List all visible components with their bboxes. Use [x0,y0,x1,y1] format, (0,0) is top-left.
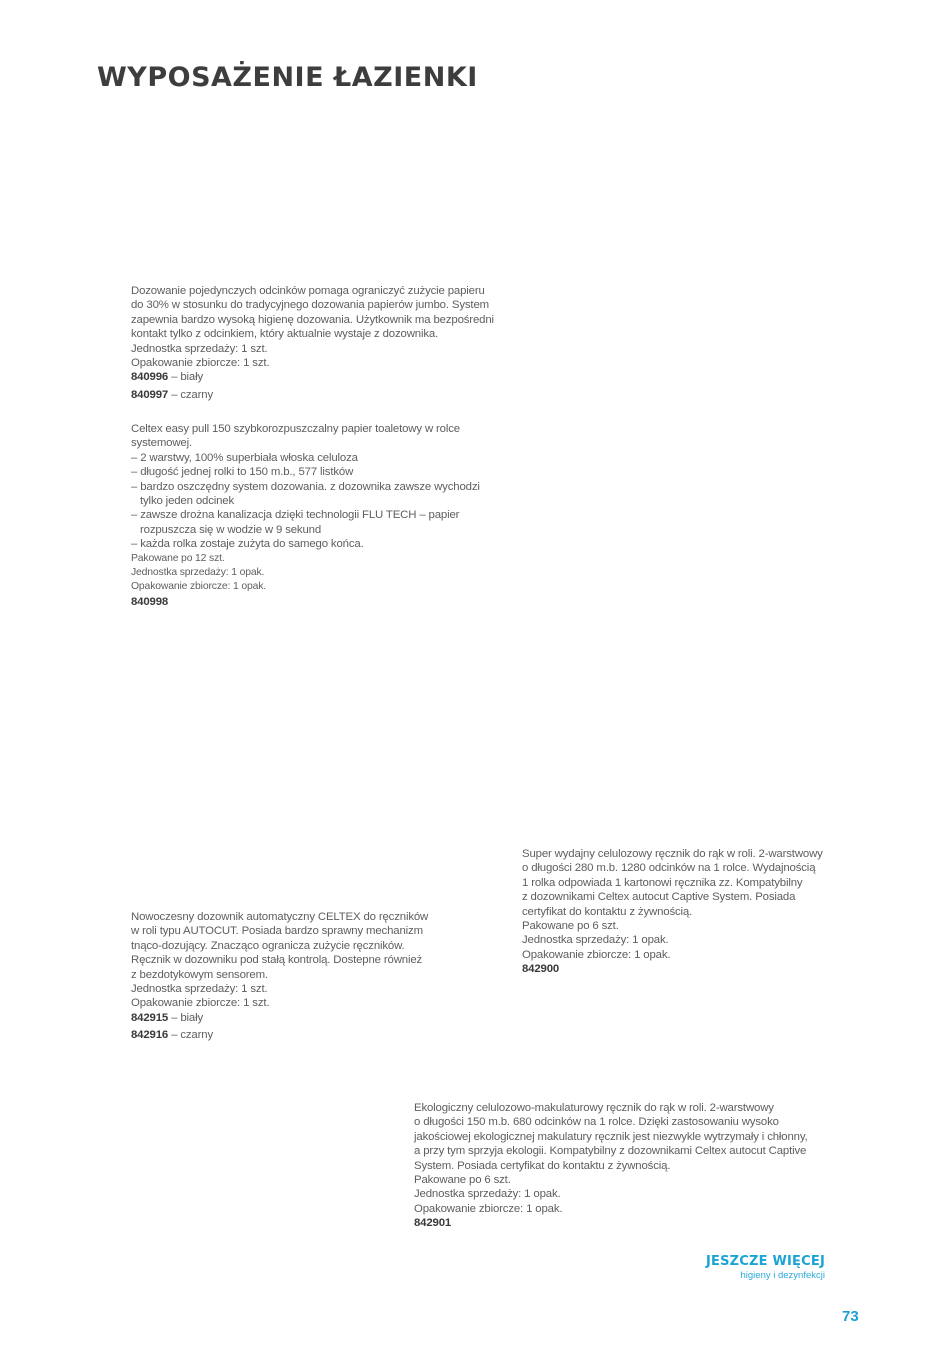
description-line: do 30% w stosunku do tradycyjnego dozowania papierów jumbo. System [131,299,489,312]
variant-label: – biały [168,1011,204,1024]
sales-unit: Jednostka sprzedaży: 1 opak. [414,1188,561,1201]
product-code: 840997 [131,388,169,401]
bulk-package: Opakowanie zbiorcze: 1 szt. [131,357,270,370]
description-line: o długości 150 m.b. 680 odcinków na 1 rolce. Dzięki zastosowaniu wysoko [414,1116,779,1129]
description-line: 1 rolka odpowiada 1 kartonowi ręcznika zz. Kompatybilny [522,876,803,889]
product-variant [131,1028,428,1042]
bulk-package: Opakowanie zbiorcze: 1 opak. [414,1202,563,1215]
description-line: tnąco-dozujący. Znacząco ogranicza zużycie ręczników. [131,939,405,952]
description-line: Ekologiczny celulozowo-makulaturowy ręcznik do rąk w roli. 2-warstwowy [414,1102,774,1114]
page-number: 73 [842,1308,859,1325]
feature-line: – 2 warstwy, 100% superbiała włoska celuloza [131,451,358,464]
bulk-package: Opakowanie zbiorcze: 1 opak. [522,948,671,961]
product-variant [131,1011,428,1025]
description-line: z dozownikami Celtex autocut Captive System. Posiada [522,891,796,904]
product-code: 842915 [131,1011,169,1024]
footer-brand [706,1254,825,1281]
feature-line: rozpuszcza się w wodzie w 9 sekund [140,523,322,536]
variant-label: – czarny [168,388,213,401]
sales-unit: Jednostka sprzedaży: 1 szt. [131,342,268,355]
description-line: jakościowej ekologicznej makulatury ręcznik jest niezwykle wytrzymały i chłonny, [414,1130,808,1143]
product-code: 842901 [414,1217,452,1230]
product-variant [131,370,494,384]
product-code: 840996 [131,371,169,384]
product-description-840998 [131,422,480,609]
sales-unit: Jednostka sprzedaży: 1 opak. [131,567,265,579]
product-code: 842916 [131,1029,169,1042]
footer-brand-subtitle: higieny i dezynfekcji [740,1270,825,1281]
description-line: System. Posiada certyfikat do kontaktu z żywnością. [414,1159,671,1172]
product-description-842901 [414,1101,808,1231]
description-line: Ręcznik w dozowniku pod stałą kontrolą. Dostepne również [131,954,423,967]
page-title: WYPOSAŻENIE ŁAZIENKI [97,62,478,93]
bulk-package: Opakowanie zbiorcze: 1 opak. [131,581,266,593]
product-description-840996 [131,284,494,402]
description-line: z bezdotykowym sensorem. [131,968,268,981]
sales-unit: Jednostka sprzedaży: 1 opak. [522,934,669,947]
description-line: o długości 280 m.b. 1280 odcinków na 1 rolce. Wydajnością [522,862,816,875]
pack-size: Pakowane po 6 szt. [414,1174,511,1187]
sales-unit: Jednostka sprzedaży: 1 szt. [131,983,268,996]
description-line: systemowej. [131,437,193,450]
description-line: kontakt tylko z odcinkiem, który aktualnie wystaje z dozownika. [131,328,439,341]
pack-size: Pakowane po 12 szt. [131,552,225,564]
bulk-package: Opakowanie zbiorcze: 1 szt. [131,997,270,1010]
pack-size: Pakowane po 6 szt. [522,920,619,933]
product-code: 842900 [522,963,560,976]
product-description-842915 [131,910,428,1043]
variant-label: – czarny [168,1029,213,1042]
feature-line: – każda rolka zostaje zużyta do samego końca. [131,538,364,551]
description-line: Super wydajny celulozowy ręcznik do rąk w roli. 2-warstwowy [522,848,823,860]
product-code: 840998 [131,595,169,608]
feature-line: – długość jednej rolki to 150 m.b., 577 listków [131,466,354,479]
feature-line: – zawsze drożna kanalizacja dzięki technologii FLU TECH – papier [131,509,460,522]
footer-brand-title: JESZCZE WIĘCEJ [706,1254,825,1269]
variant-label: – biały [168,371,204,384]
feature-line: – bardzo oszczędny system dozowania. z dozownika zawsze wychodzi [131,480,480,493]
description-line: certyfikat do kontaktu z żywnością. [522,905,693,918]
product-description-842900 [522,847,823,977]
product-variant [131,388,494,402]
description-line: Nowoczesny dozownik automatyczny CELTEX do ręczników [131,911,429,923]
description-line: Celtex easy pull 150 szybkorozpuszczalny papier toaletowy w rolce [131,423,460,435]
description-line: Dozowanie pojedynczych odcinków pomaga ograniczyć zużycie papieru [131,285,485,297]
description-line: zapewnia bardzo wysoką higienę dozowania. Użytkownik ma bezpośredni [131,313,494,326]
description-line: a przy tym sprzyja ekologii. Kompatybilny z dozownikami Celtex autocut Captive [414,1145,807,1158]
description-line: w roli typu AUTOCUT. Posiada bardzo sprawny mechanizm [131,925,423,938]
feature-line: tylko jeden odcinek [140,495,235,508]
